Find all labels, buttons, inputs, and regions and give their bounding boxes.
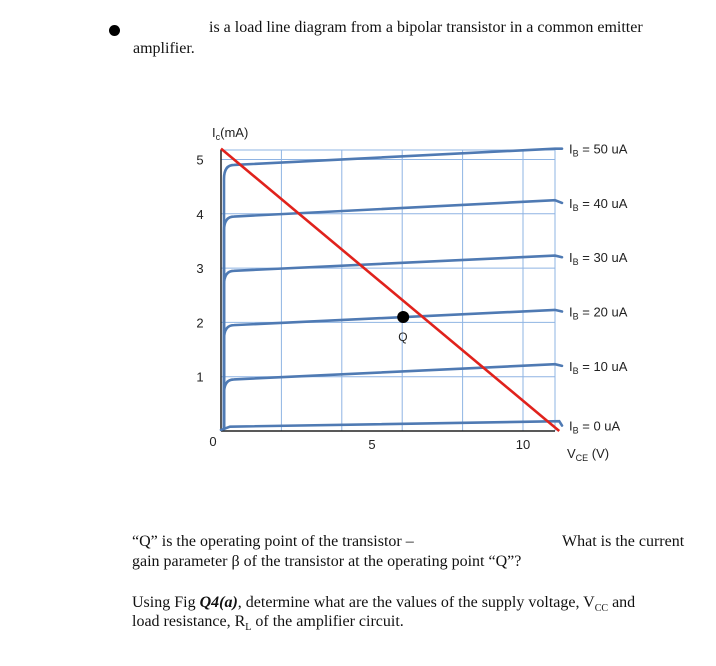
curve-label: $I_B = 10$ uA xyxy=(569,358,628,376)
y-tick-label: 5 xyxy=(196,152,204,168)
y-tick-label: 0 xyxy=(209,434,217,449)
ib-curve xyxy=(221,421,562,430)
y-tick-label: 3 xyxy=(196,261,204,277)
intro-line-2: amplifier. xyxy=(133,40,195,57)
y-tick-label: 2 xyxy=(196,315,204,331)
y-tick-label: 1 xyxy=(196,369,204,385)
curve-label: $I_B = 0$ uA xyxy=(569,418,621,436)
load-line xyxy=(221,149,559,431)
q2-text-a: Using Fig xyxy=(132,594,200,611)
ib-curve xyxy=(224,149,562,429)
figure-reference: Q4(a) xyxy=(199,594,238,611)
vcc-subscript: CC xyxy=(594,603,609,615)
x-tick-label: 10 xyxy=(515,437,531,452)
intro-line-1: is a load line diagram from a bipolar transistor in a common emitter xyxy=(209,19,643,36)
y-tick-label: 4 xyxy=(196,206,204,222)
ib-curve xyxy=(224,200,562,429)
curve-label: $I_B = 30$ uA xyxy=(569,250,628,268)
q-point-marker xyxy=(397,311,409,323)
curve-label: $I_B = 40$ uA xyxy=(569,195,628,213)
q2-text-c: and xyxy=(608,594,636,611)
x-axis-label: $V_{CE}$ (V) xyxy=(567,446,610,463)
curve-label: $I_B = 50$ uA xyxy=(569,141,628,159)
q2-text-b: , determine what are the values of the supply voltage, V xyxy=(237,594,595,611)
q-point-label: Q xyxy=(398,329,408,344)
y-axis-label: $I_c(mA)$ xyxy=(212,125,249,142)
question-2-line-1 xyxy=(132,594,635,614)
question-1-line-1-end: What is the current xyxy=(562,533,685,550)
ib-curve xyxy=(224,364,562,429)
question-1-line-1: “Q” is the operating point of the transistor – xyxy=(132,533,414,550)
question-1-line-2: gain parameter β of the transistor at the operating point “Q”? xyxy=(132,553,522,570)
curve-label: $I_B = 20$ uA xyxy=(569,304,628,322)
q2-text-d: load resistance, R xyxy=(132,613,246,630)
rl-subscript: L xyxy=(245,622,252,634)
x-tick-label: 5 xyxy=(368,437,376,452)
question-2-line-2 xyxy=(132,613,404,633)
ib-curve xyxy=(224,256,562,429)
q2-text-e: of the amplifier circuit. xyxy=(251,613,404,630)
ib-curve xyxy=(224,310,562,429)
